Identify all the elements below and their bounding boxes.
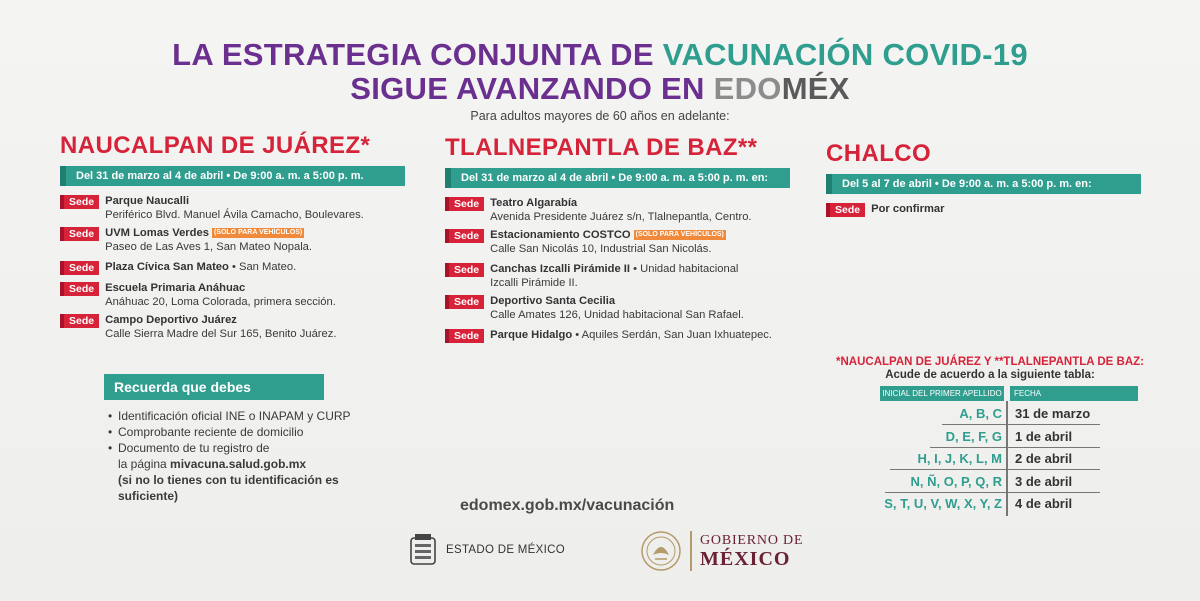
site-name: Escuela Primaria Anáhuac — [105, 282, 246, 294]
site-name: Parque Hidalgo — [490, 329, 573, 341]
title-line2-b: EDO — [713, 71, 782, 106]
table-row — [850, 472, 1140, 493]
table-note-dark: Acude de acuerdo a la siguiente tabla: — [885, 369, 1095, 381]
chalco-dates: Del 5 al 7 de abril • De 9:00 a. m. a 5:00 p. m. en: — [826, 174, 1141, 194]
sede-label: Sede — [445, 197, 484, 211]
table-letters: D, E, F, G — [945, 429, 1002, 444]
naucalpan-section — [60, 132, 405, 341]
requirement-note: (si no lo tienes con tu identificación es suficiente) — [118, 473, 339, 503]
title-line2-c: MÉX — [781, 71, 850, 106]
requirement-item-continued — [108, 456, 408, 472]
table-header-letters: INICIAL DEL PRIMER APELLIDO — [880, 386, 1004, 401]
sede-label: Sede — [60, 261, 99, 275]
requirements-list — [108, 408, 408, 504]
requirement-item: • Documento de tu registro de — [108, 440, 408, 456]
sede-label: Sede — [826, 203, 865, 217]
recuerda-header: Recuerda que debes — [104, 374, 324, 400]
requirement-item: • Comprobante reciente de domicilio — [108, 424, 408, 440]
site-item — [445, 262, 790, 290]
site-address: Periférico Blvd. Manuel Ávila Camacho, Boulevares. — [105, 209, 364, 221]
site-address: Anáhuac 20, Loma Colorada, primera sección. — [105, 296, 336, 308]
site-item — [60, 226, 405, 254]
naucalpan-dates: Del 31 de marzo al 4 de abril • De 9:00 a. m. a 5:00 p. m. — [60, 166, 405, 186]
gobierno-mexico-logo — [640, 529, 803, 573]
table-letters: N, Ñ, O, P, Q, R — [910, 474, 1002, 489]
site-address: Avenida Presidente Juárez s/n, Tlalnepantla, Centro. — [490, 211, 752, 223]
title-line1-a: LA ESTRATEGIA CONJUNTA DE — [172, 37, 663, 72]
chalco-section — [826, 140, 1141, 217]
site-item — [445, 328, 790, 343]
table-note — [830, 356, 1150, 382]
site-name: Plaza Cívica San Mateo — [105, 261, 229, 273]
site-item — [60, 313, 405, 341]
site-inline-address: • Unidad habitacional — [630, 263, 739, 275]
table-date: 1 de abril — [1015, 429, 1073, 444]
table-row — [850, 404, 1140, 425]
subtitle: Para adultos mayores de 60 años en adelante: — [470, 109, 730, 123]
site-address: Calle Sierra Madre del Sur 165, Benito Juárez. — [105, 328, 337, 340]
tlalnepantla-dates: Del 31 de marzo al 4 de abril • De 9:00 a. m. a 5:00 p. m. en: — [445, 168, 790, 188]
requirement-item: • Identificación oficial INE o INAPAM y CURP — [108, 408, 408, 424]
site-address: Izcalli Pirámide II. — [490, 277, 578, 289]
sede-label: Sede — [445, 295, 484, 309]
table-row — [850, 449, 1140, 470]
edomex-logo — [408, 532, 565, 568]
site-name: Campo Deportivo Juárez — [105, 314, 237, 326]
site-name: Por confirmar — [871, 203, 945, 215]
sede-label: Sede — [60, 282, 99, 296]
sede-label: Sede — [60, 314, 99, 328]
sede-label: Sede — [445, 229, 484, 243]
table-row — [850, 494, 1140, 515]
site-item — [60, 281, 405, 309]
site-item — [445, 294, 790, 322]
table-letters: S, T, U, V, W, X, Y, Z — [884, 496, 1002, 511]
site-item — [60, 260, 405, 275]
site-name: Estacionamiento COSTCO — [490, 229, 631, 241]
sede-label: Sede — [60, 227, 99, 241]
sede-label: Sede — [445, 263, 484, 277]
tlalnepantla-title: TLALNEPANTLA DE BAZ** — [445, 134, 758, 161]
table-date: 31 de marzo — [1015, 406, 1091, 421]
naucalpan-title: NAUCALPAN DE JUÁREZ* — [60, 132, 371, 159]
website-url: edomex.gob.mx/vacunación — [460, 497, 675, 514]
site-inline-address: • San Mateo. — [228, 261, 297, 273]
site-item — [826, 202, 1141, 217]
site-name: Parque Naucalli — [105, 195, 190, 207]
site-address: Calle Amates 126, Unidad habitacional San Rafael. — [490, 309, 744, 321]
table-row — [850, 427, 1140, 448]
site-name: Canchas Izcalli Pirámide II — [490, 263, 631, 275]
vehicle-only-badge: (SOLO PARA VEHÍCULOS) — [213, 229, 303, 236]
title-line2-a: SIGUE AVANZANDO EN — [350, 71, 714, 106]
sede-label: Sede — [445, 329, 484, 343]
site-name: Deportivo Santa Cecilia — [490, 295, 616, 307]
edomex-logo-text: ESTADO DE MÉXICO — [446, 544, 565, 556]
vehicle-only-badge: (SOLO PARA VEHÍCULOS) — [635, 231, 724, 238]
site-item — [445, 228, 790, 256]
site-item — [60, 194, 405, 222]
tlalnepantla-section — [445, 134, 790, 343]
gobierno-text: GOBIERNO DE — [700, 533, 804, 548]
sede-label: Sede — [60, 195, 99, 209]
site-name: UVM Lomas Verdes — [105, 227, 209, 239]
table-date: 3 de abril — [1015, 474, 1073, 489]
table-date: 4 de abril — [1015, 496, 1073, 511]
site-address: Paseo de Las Aves 1, San Mateo Nopala. — [105, 241, 313, 253]
requirement-text: la página — [118, 457, 171, 471]
site-inline-address: • Aquiles Serdán, San Juan Ixhuatepec. — [572, 329, 773, 341]
mexico-eagle-seal-icon — [640, 529, 682, 573]
table-letters: A, B, C — [959, 406, 1002, 421]
table-letters: H, I, J, K, L, M — [917, 451, 1002, 466]
table-date: 2 de abril — [1015, 451, 1073, 466]
site-address: Calle San Nicolás 10, Industrial San Nicolás. — [490, 243, 712, 255]
logo-divider — [690, 531, 692, 571]
mexico-text: MÉXICO — [700, 548, 791, 570]
site-item — [445, 196, 790, 224]
table-header-date: FECHA — [1010, 386, 1138, 401]
edomex-shield-icon — [408, 532, 438, 568]
chalco-title: CHALCO — [826, 140, 932, 167]
site-name: Teatro Algarabía — [490, 197, 578, 209]
table-note-red: *NAUCALPAN DE JUÁREZ Y **TLALNEPANTLA DE BAZ: — [836, 356, 1144, 368]
title-line1-b: VACUNACIÓN COVID-19 — [662, 37, 1028, 72]
registration-url: mivacuna.salud.gob.mx — [170, 457, 307, 471]
poster-title — [0, 38, 1200, 106]
